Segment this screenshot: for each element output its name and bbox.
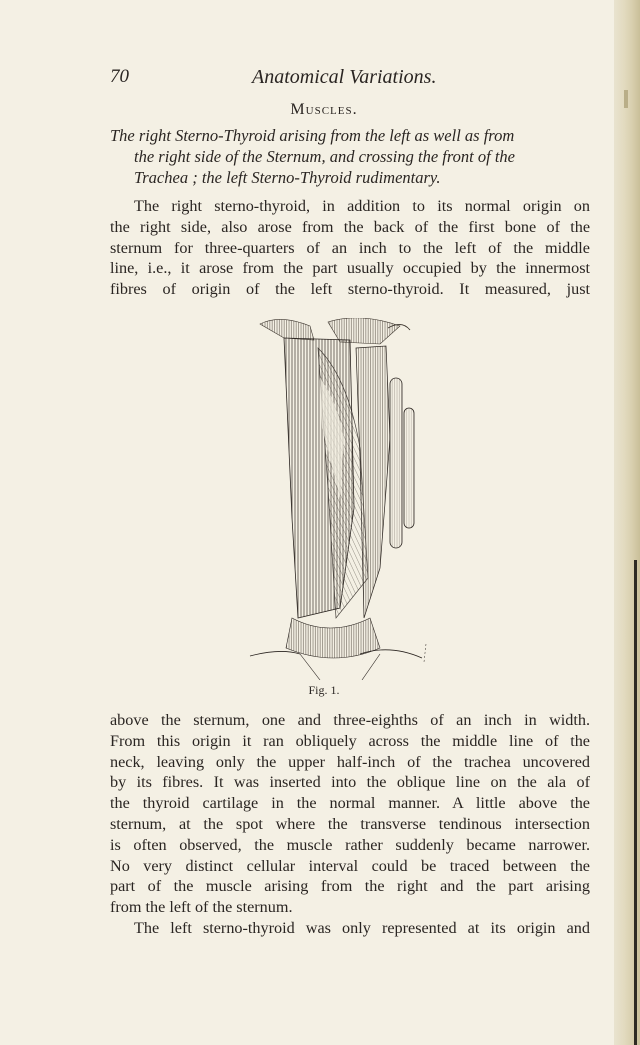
text-line: part of the muscle arising from the right and the part arising [110, 877, 590, 896]
text-line: No very distinct cellular interval could be traced between the [110, 856, 590, 875]
text-line: The right sterno-thyroid, in addition to its normal origin on [134, 197, 590, 215]
section-title: Muscles. [290, 101, 358, 118]
subheading-line: the right side of the Sternum, and crossing the front of the [134, 147, 515, 166]
text-line: from the left of the sternum. [110, 898, 293, 917]
text-line: the thyroid cartilage in the normal manner. A little above the [110, 794, 590, 813]
text-line: The left sterno-thyroid was only represented at its origin and [134, 918, 590, 937]
text-line: by its fibres. It was inserted into the oblique line on the ala of [110, 773, 590, 792]
paragraph-1 [110, 196, 590, 300]
text-line: the right side, also arose from the back of the first bone of the [110, 217, 590, 236]
spine-dark-line [634, 560, 637, 1045]
book-spine-edge [614, 0, 640, 1045]
text-line: is often observed, the muscle rather suddenly became narrower. [110, 835, 590, 854]
subheading-line: Trachea ; the left Sterno-Thyroid rudimentary. [134, 168, 441, 187]
figure-caption: Fig. 1. [308, 683, 340, 697]
text-line: neck, leaving only the upper half-inch of the trachea uncovered [110, 752, 590, 771]
page-number: 70 [110, 66, 129, 87]
text-line: From this origin it ran obliquely across the middle line of the [110, 731, 590, 750]
text-line: sternum for three-quarters of an inch to the left of the middle [110, 238, 590, 257]
running-head: Anatomical Variations. [252, 66, 437, 88]
anatomical-figure [240, 318, 430, 680]
paragraph-2 [110, 710, 590, 939]
page-header [110, 66, 588, 90]
text-line: above the sternum, one and three-eighths of an inch in width. [110, 711, 590, 729]
text-line: sternum, at the spot where the transverse tendinous intersection [110, 814, 590, 833]
text-line: line, i.e., it arose from the part usually occupied by the innermost [110, 259, 590, 278]
subheading [110, 125, 590, 188]
subheading-line: The right Sterno-Thyroid arising from the left as well as from [110, 126, 515, 145]
text-line: fibres of origin of the left sterno-thyroid. It measured, just [110, 280, 590, 299]
